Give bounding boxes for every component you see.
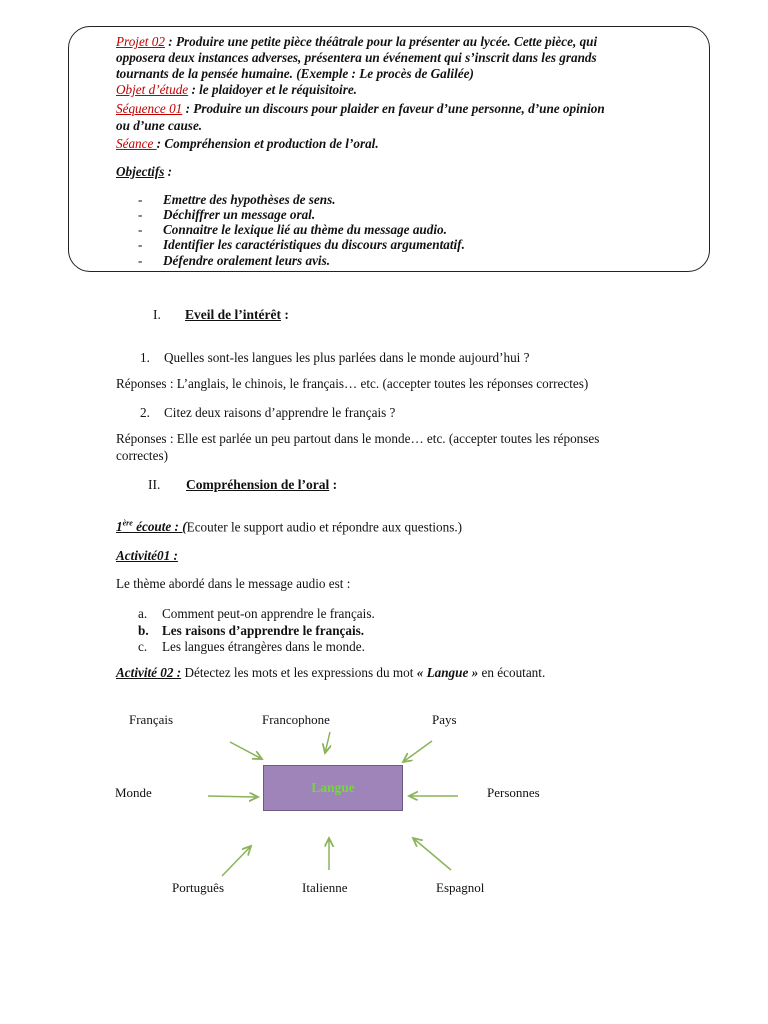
option-b: b. Les raisons d’apprendre le français. (138, 623, 365, 638)
section-2-heading: II. Compréhension de l’oral : (148, 477, 338, 492)
activite-2-line: Activité 02 : Détectez les mots et les expressions du mot « Langue » en écoutant. (116, 665, 546, 680)
activite-2-label: Activité 02 : (116, 665, 182, 680)
sequence-line-2: ou d’une cause. (116, 118, 203, 133)
question-2: 2. Citez deux raisons d’apprendre le français ? (140, 405, 396, 420)
langue-center-label: Langue (311, 780, 355, 795)
arrow-francais (230, 742, 262, 759)
arrow-francophone (325, 732, 330, 753)
word-portugues: Português (172, 880, 224, 895)
question-1: 1. Quelles sont-les langues les plus parlées dans le monde aujourd’hui ? (140, 350, 530, 365)
objectifs-heading: Objectifs : (116, 164, 173, 179)
projet-line-3: tournants de la pensée humaine. (Exemple : Le procès de Galilée) (116, 66, 474, 81)
arrow-monde (208, 796, 258, 797)
answer-2-line-2: correctes) (116, 448, 168, 463)
arrow-espagnol (413, 838, 451, 870)
seance-line: Séance : Compréhension et production de l’oral. (116, 136, 379, 151)
word-pays: Pays (432, 712, 457, 727)
word-francais: Français (129, 712, 174, 727)
arrow-portugues (222, 846, 251, 876)
arrow-pays (403, 741, 432, 762)
objectif-item: - Connaitre le lexique lié au thème du message audio. (138, 222, 447, 237)
projet-line-2: opposera deux instances adverses, présentera un événement qui s’inscrit dans les grands (116, 50, 597, 65)
objectif-item: - Emettre des hypothèses de sens. (138, 192, 336, 207)
answer-1: Réponses : L’anglais, le chinois, le français… etc. (accepter toutes les réponses correctes) (116, 376, 589, 391)
theme-question: Le thème abordé dans le message audio est : (116, 576, 351, 591)
objet-etude-label: Objet d’étude (116, 82, 189, 97)
activite-1-label: Activité01 : (116, 548, 178, 563)
sequence-label: Séquence 01 (116, 101, 183, 116)
objectif-item: - Identifier les caractéristiques du discours argumentatif. (138, 237, 465, 252)
word-espagnol: Espagnol (436, 880, 485, 895)
objectif-item: - Défendre oralement leurs avis. (138, 253, 331, 268)
word-italienne: Italienne (302, 880, 348, 895)
projet-line-1: Projet 02 : Produire une petite pièce théâtrale pour la présenter au lycée. Cette pièce, qui (116, 34, 598, 49)
word-monde: Monde (115, 785, 152, 800)
option-a: a. Comment peut-on apprendre le français. (138, 606, 375, 621)
objet-etude-line: Objet d’étude : le plaidoyer et le réquisitoire. (116, 82, 357, 97)
option-c: c. Les langues étrangères dans le monde. (138, 639, 365, 654)
seance-label: Séance (116, 136, 157, 151)
ecoute-line: 1ère écoute : (Ecouter le support audio et répondre aux questions.) (116, 519, 463, 535)
word-francophone: Francophone (262, 712, 330, 727)
sequence-line-1: Séquence 01 : Produire un discours pour plaider en faveur d’une personne, d’une opinion (116, 101, 605, 116)
word-personnes: Personnes (487, 785, 540, 800)
projet-label: Projet 02 (116, 34, 165, 49)
ecoute-label: 1ère écoute : ( (116, 519, 187, 535)
answer-2-line-1: Réponses : Elle est parlée un peu partout dans le monde… etc. (accepter toutes les réponses (116, 431, 600, 446)
section-1-heading: I. Eveil de l’intérêt : (153, 307, 289, 322)
objectif-item: - Déchiffrer un message oral. (138, 207, 316, 222)
